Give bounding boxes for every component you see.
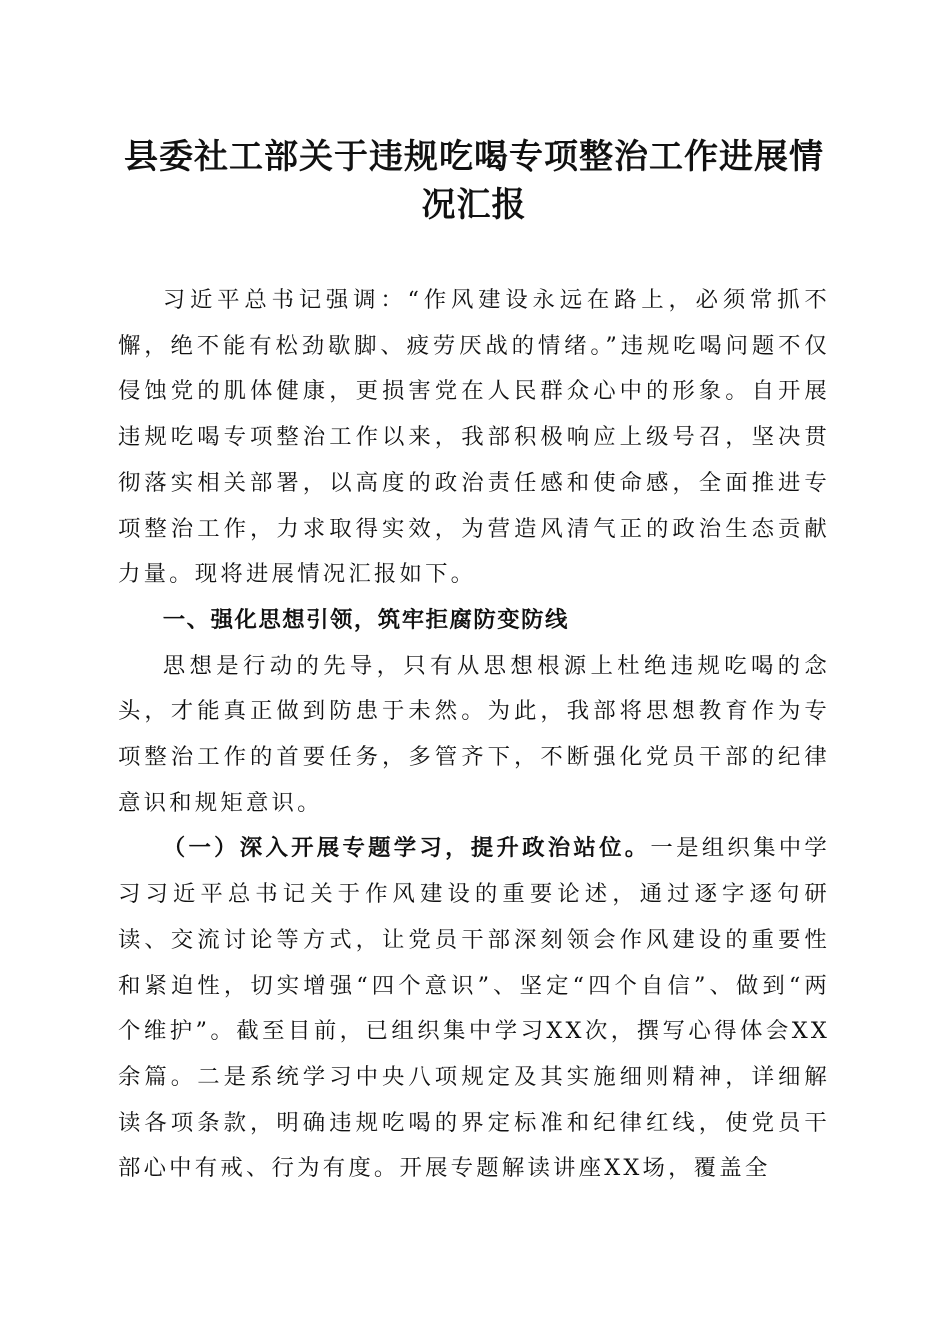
intro-paragraph: 习近平总书记强调：“作风建设永远在路上，必须常抓不懈，绝不能有松劲歇脚、疲劳厌战的情绪。”违规吃喝问题不仅侵蚀党的肌体健康，更损害党在人民群众心中的形象。自开展违规吃喝专项整治工作以来，我部积极响应上级号召，坚决贯彻落实相关部署，以高度的政治责任感和使命感，全面推进专项整治工作，力求取得实效，为营造风清气正的政治生态贡献力量。现将进展情况汇报如下。 xyxy=(118,287,830,588)
section-heading: 一、强化思想引领，筑牢拒腐防变防线 xyxy=(162,606,569,633)
section-paragraph: 思想是行动的先导，只有从思想根源上杜绝违规吃喝的念头，才能真正做到防患于未然。为此，我部将思想教育作为专项整治工作的首要任务，多管齐下，不断强化党员干部的纪律意识和规矩意识。 xyxy=(118,652,830,816)
subsection-text: 一是组织集中学习习近平总书记关于作风建设的重要论述，通过逐字逐句研读、交流讨论等方式，让党员干部深刻领会作风建设的重要性和紧迫性，切实增强“四个意识”、坚定“四个自信”、做到“两个维护”。截至目前，已组织集中学习XX次，撰写心得体会XX余篇。二是系统学习中央八项规定及其实施细则精神，详细解读各项条款，明确违规吃喝的界定标准和纪律红线，使党员干部心中有戒、行为有度。开展专题解读讲座XX场，覆盖全 xyxy=(118,835,830,1182)
subsection-paragraph xyxy=(118,826,830,1192)
document-title: 县委社工部关于违规吃喝专项整治工作进展情况汇报 xyxy=(124,137,824,225)
document-body xyxy=(118,278,830,1192)
subsection-lead: （一）深入开展专题学习，提升政治站位。 xyxy=(162,835,651,862)
